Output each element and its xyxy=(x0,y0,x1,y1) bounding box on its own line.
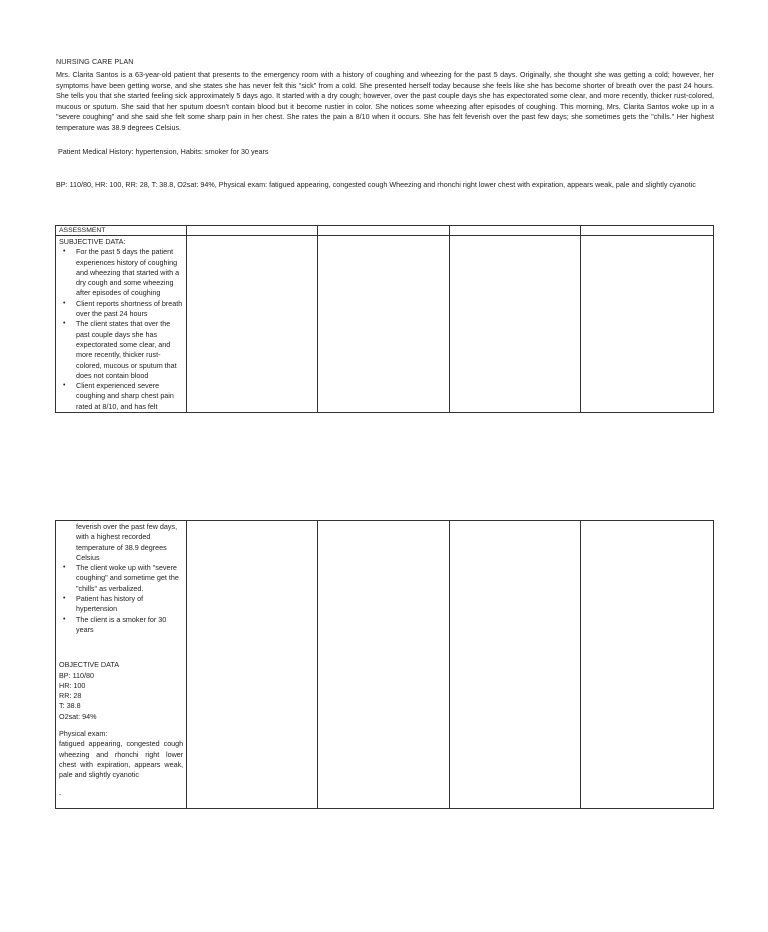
list-item: • The client woke up with "severe coughing" and sometime get the "chills" as verbalized. xyxy=(76,563,183,594)
physical-exam-label: Physical exam: xyxy=(59,729,108,739)
empty-cell xyxy=(187,236,318,413)
case-intro-paragraph: Mrs. Clarita Santos is a 63-year-old patient that presents to the emergency room with a history of coughing and wheezing for the past 5 days. Originally, she thought she was getting a cold; however, her symptoms have been getting worse, and she states she has never felt this "sick" from a cold. She presented herself today because she feels like she has become shorter of breath over the past 24 hours. She tells you that she started feeling sick approximately 5 days ago. It started with a dry cough; however, over the past couple days she has expectorated some clear, and more recently, thicker rust-colored, mucous or sputum. She said that her sputum doesn't contain blood but it become rustier in color. She notices some wheezing after episodes of coughing. This morning, Mrs. Clarita Santos woke up in a "severe coughing" and she said she felt some sharp pain in her chest. She rates the pain a 8/10 when it occurs. She has felt feverish over the past few days; she sometimes gets the "chills." Her highest temperature was 38.9 degrees Celsius. xyxy=(56,70,714,132)
physical-exam-text: fatigued appearing, congested cough wheezing and rhonchi right lower chest with expiration, appears weak, pale and slightly cyanotic xyxy=(59,739,184,780)
subjective-list xyxy=(59,247,183,412)
trailing-dash: - xyxy=(59,789,62,799)
objective-data-section xyxy=(59,660,183,800)
subjective-list-continued xyxy=(59,563,183,635)
list-item: • The client states that over the past couple days she has expectorated some clear, and more recently, thicker rust-colored, mucous or sputum that does not contain blood xyxy=(76,319,183,381)
objective-temp: T: 38.8 xyxy=(59,701,81,711)
list-item: • Client reports shortness of breath over the past 24 hours xyxy=(76,299,183,320)
vitals-exam-paragraph: BP: 110/80, HR: 100, RR: 28, T: 38.8, O2sat: 94%, Physical exam: fatigued appearing, congested cough Wheezing and rhonchi right lower chest with expiration, appears weak, pale and slightly cyanotic xyxy=(56,180,696,189)
header-cell-2 xyxy=(187,226,318,236)
objective-o2sat: O2sat: 94% xyxy=(59,711,97,721)
care-plan-table-page2 xyxy=(55,520,714,809)
objective-data-label: OBJECTIVE DATA xyxy=(59,660,120,670)
empty-cell xyxy=(187,521,318,809)
assessment-cell-continued xyxy=(56,521,187,809)
empty-cell xyxy=(449,236,580,413)
assessment-cell xyxy=(56,236,187,413)
subjective-data-label: SUBJECTIVE DATA: xyxy=(59,237,126,246)
empty-cell xyxy=(449,521,580,809)
empty-cell xyxy=(580,236,713,413)
list-item: • The client is a smoker for 30 years xyxy=(76,615,183,636)
header-cell-5 xyxy=(580,226,713,236)
list-item: • Patient has history of hypertension xyxy=(76,594,183,615)
empty-cell xyxy=(318,521,449,809)
objective-bp: BP: 110/80 xyxy=(59,670,95,680)
assessment-header: ASSESSMENT xyxy=(56,226,187,236)
list-item: • For the past 5 days the patient experiences history of coughing and wheezing that started with a dry cough and some wheezing after episodes of coughing xyxy=(76,247,183,298)
objective-hr: HR: 100 xyxy=(59,680,86,690)
empty-cell xyxy=(318,236,449,413)
empty-cell xyxy=(580,521,713,809)
subjective-continuation: feverish over the past few days, with a highest recorded temperature of 38.9 degrees Celsius xyxy=(76,522,178,562)
document-title: NURSING CARE PLAN xyxy=(56,57,134,66)
care-plan-table-page1 xyxy=(55,225,714,413)
objective-rr: RR: 28 xyxy=(59,691,82,701)
medical-history-line: Patient Medical History: hypertension, Habits: smoker for 30 years xyxy=(58,147,269,156)
header-cell-4 xyxy=(449,226,580,236)
list-item: • Client experienced severe coughing and sharp chest pain rated at 8/10, and has felt xyxy=(76,381,183,412)
header-cell-3 xyxy=(318,226,449,236)
